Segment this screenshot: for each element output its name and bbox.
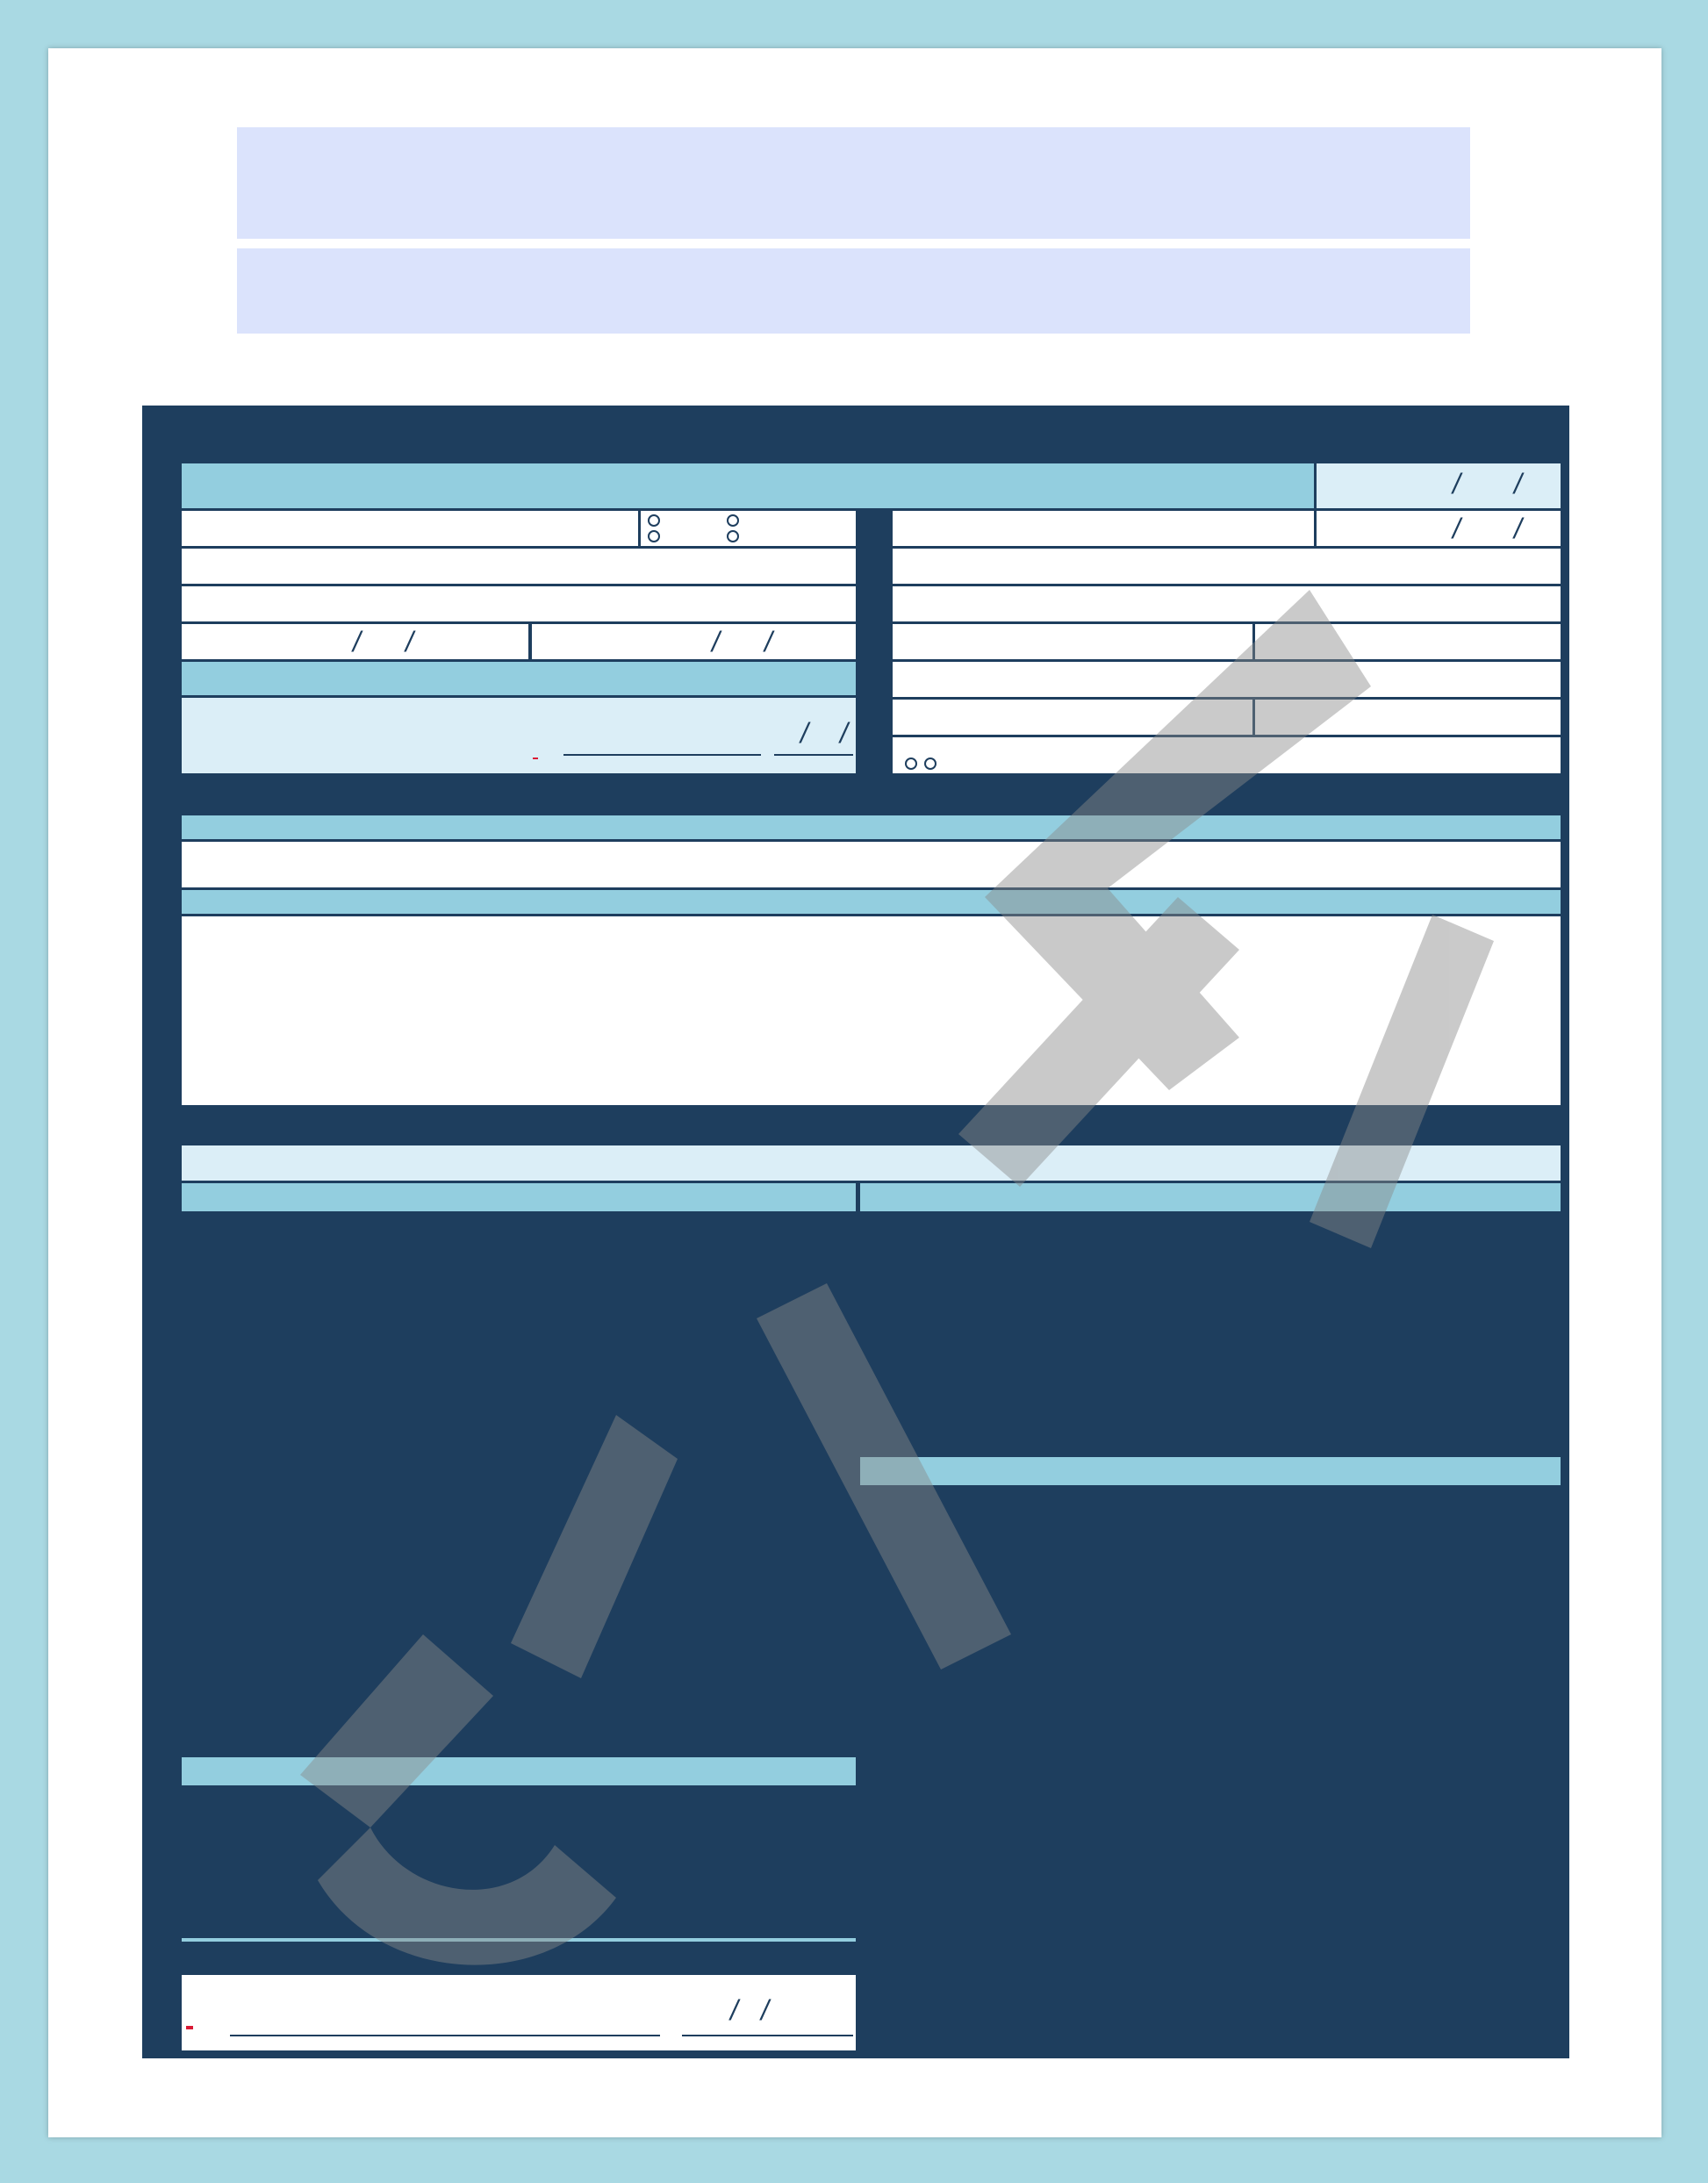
relationship-field[interactable] bbox=[893, 624, 1252, 659]
icd-title bbox=[142, 779, 1569, 814]
education-table bbox=[860, 1214, 1561, 1454]
group-number-field[interactable] bbox=[1255, 700, 1561, 735]
primary-icd-header bbox=[182, 815, 1561, 839]
sign-arrow-icon bbox=[533, 758, 538, 759]
date-of-service-field[interactable]: / / bbox=[1317, 463, 1561, 508]
certification-box: / / bbox=[182, 1975, 856, 2050]
parent-date-line[interactable] bbox=[774, 754, 853, 756]
radio-unknown[interactable] bbox=[727, 530, 739, 542]
education-header bbox=[860, 1183, 1561, 1211]
insurance-id-field[interactable] bbox=[893, 700, 1252, 735]
consultant-signature-line[interactable] bbox=[230, 2035, 660, 2036]
section-label-insurance bbox=[858, 511, 893, 774]
child-birth-date-field[interactable]: / / bbox=[182, 624, 528, 659]
secondary-icd-options bbox=[182, 916, 1561, 1105]
reimbursement-note bbox=[182, 1145, 1561, 1181]
footer bbox=[142, 2065, 1569, 2094]
parent-signature-line[interactable] bbox=[563, 754, 761, 756]
section-label-fees bbox=[858, 1770, 893, 2051]
child-city-field[interactable] bbox=[182, 586, 856, 621]
consultant-date-line[interactable] bbox=[682, 2035, 853, 2036]
form-title bbox=[142, 406, 1569, 460]
hipaa-header bbox=[182, 662, 856, 695]
subscriber-city-field[interactable] bbox=[893, 586, 1561, 621]
radio-yes[interactable] bbox=[924, 758, 937, 770]
provider-details bbox=[237, 248, 1470, 334]
other-services-table bbox=[182, 1788, 856, 1937]
child-sex-options bbox=[641, 511, 856, 546]
radio-intersex[interactable] bbox=[727, 514, 739, 527]
radio-no[interactable] bbox=[905, 758, 917, 770]
hipaa-release: / / bbox=[182, 698, 856, 773]
em-header bbox=[182, 1183, 856, 1211]
insurance-company-field[interactable] bbox=[893, 662, 1561, 697]
receipt-form bbox=[142, 406, 1569, 2058]
cpt-title bbox=[142, 1108, 1569, 1145]
provider-header bbox=[237, 127, 1470, 239]
products-table bbox=[860, 1488, 1561, 1765]
primary-icd-options bbox=[182, 842, 1561, 887]
referring-provider-field[interactable] bbox=[1255, 624, 1561, 659]
subscriber-street-field[interactable] bbox=[893, 549, 1561, 584]
sign-arrow-icon bbox=[186, 2026, 193, 2029]
certification-title bbox=[182, 1943, 856, 1973]
child-full-name-field[interactable] bbox=[182, 511, 638, 546]
other-services-header bbox=[182, 1757, 856, 1785]
section-label-services bbox=[146, 1152, 181, 1880]
secondary-insurance-field[interactable] bbox=[893, 737, 1561, 773]
section-label-parent bbox=[146, 467, 181, 783]
instructions-bar bbox=[182, 463, 1314, 508]
child-street-field[interactable] bbox=[182, 549, 856, 584]
radio-male[interactable] bbox=[648, 514, 660, 527]
date-issue-began-field[interactable]: / / bbox=[532, 624, 856, 659]
radio-female[interactable] bbox=[648, 530, 660, 542]
subscriber-birth-field[interactable]: / / bbox=[1317, 511, 1561, 546]
subscriber-name-field[interactable] bbox=[893, 511, 1314, 546]
fees-table bbox=[893, 1768, 1561, 2050]
products-header bbox=[860, 1457, 1561, 1485]
section-label-assessment bbox=[146, 818, 181, 1103]
secondary-icd-header bbox=[182, 890, 1561, 914]
